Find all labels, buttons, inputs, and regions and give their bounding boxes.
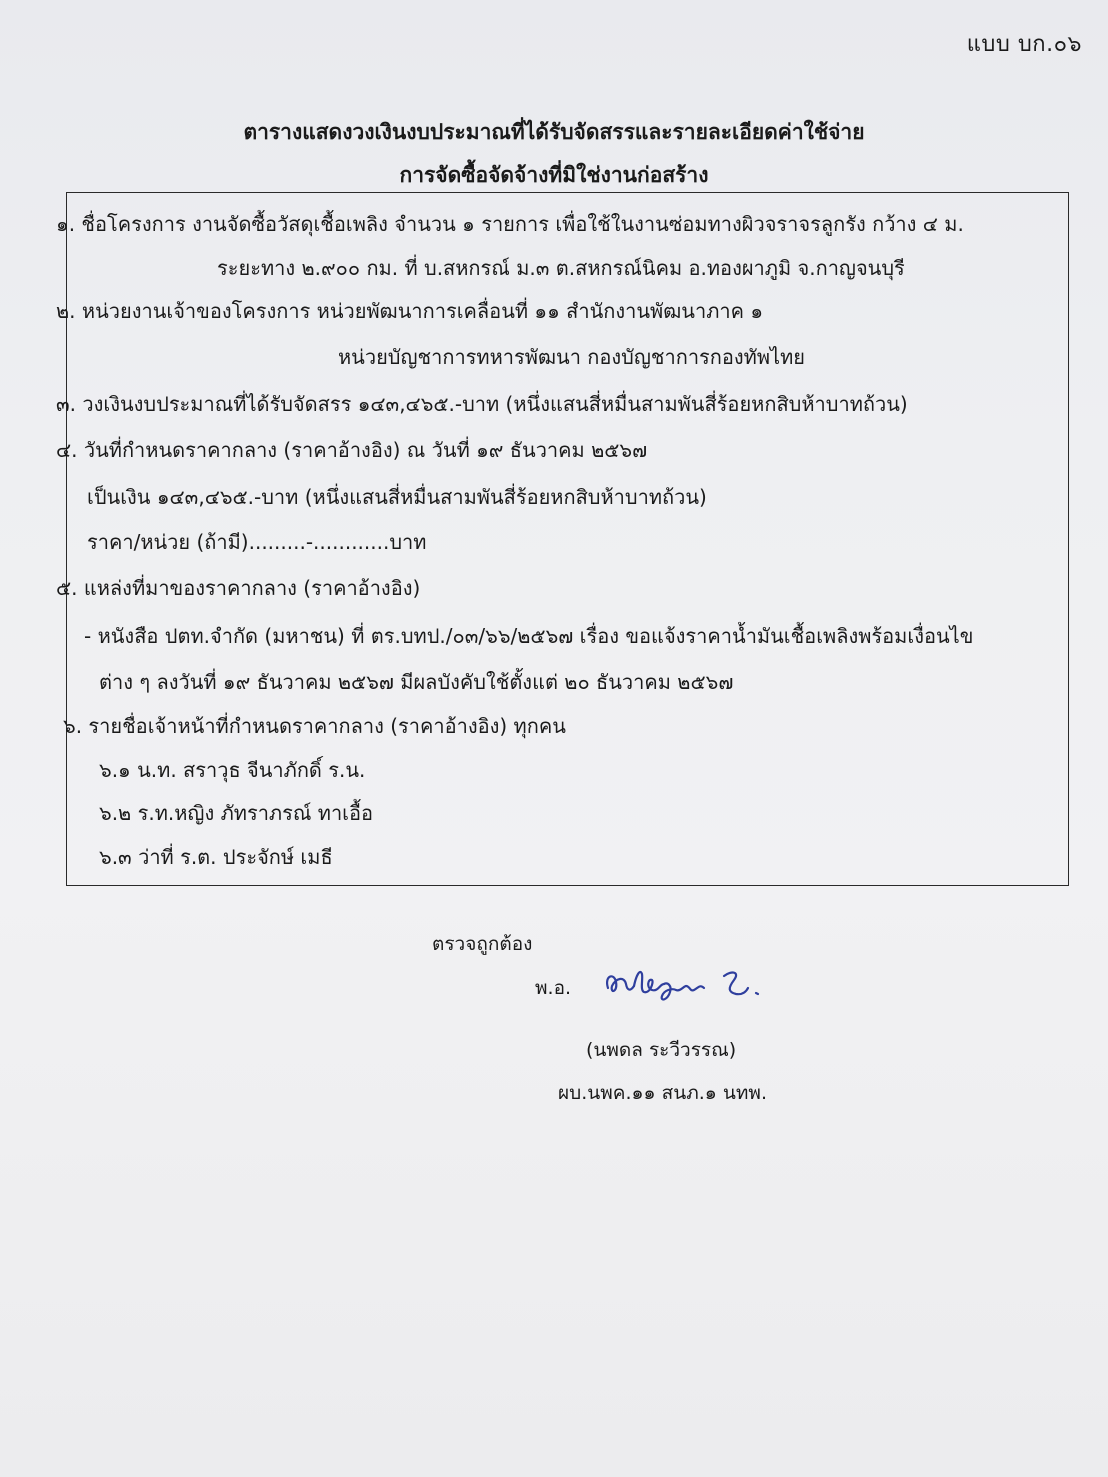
signer-rank: พ.อ. bbox=[535, 977, 572, 999]
item-5-price-source: ๕. แหล่งที่มาของราคากลาง (ราคาอ้างอิง) bbox=[56, 576, 421, 600]
signer-position: ผบ.นพค.๑๑ สนภ.๑ นทพ. bbox=[558, 1082, 767, 1104]
item-3-budget: ๓. วงเงินงบประมาณที่ได้รับจัดสรร ๑๔๓,๔๖๕.-บาท (หนึ่งแสนสี่หมื่นสามพันสี่ร้อยหกสิบห้าบาทถ้วน) bbox=[56, 392, 908, 416]
form-code: แบบ บก.๐๖ bbox=[966, 32, 1082, 57]
item-4-amount: เป็นเงิน ๑๔๓,๔๖๕.-บาท (หนึ่งแสนสี่หมื่นสามพันสี่ร้อยหกสิบห้าบาทถ้วน) bbox=[87, 485, 707, 509]
item-6-officer-1: ๖.๑ น.ท. สราวุธ จีนาภักดิ์ ร.น. bbox=[99, 758, 366, 782]
handwritten-signature bbox=[600, 962, 770, 1008]
item-6-officer-3: ๖.๓ ว่าที่ ร.ต. ประจักษ์ เมธี bbox=[99, 845, 333, 869]
item-4-unit-price: ราคา/หน่วย (ถ้ามี).........-............บาท bbox=[87, 530, 427, 554]
item-4-reference-date: ๔. วันที่กำหนดราคากลาง (ราคาอ้างอิง) ณ วันที่ ๑๙ ธันวาคม ๒๕๖๗ bbox=[56, 438, 648, 462]
document-title-line1: ตารางแสดงวงเงินงบประมาณที่ได้รับจัดสรรและรายละเอียดค่าใช้จ่าย bbox=[243, 120, 865, 144]
item-2-owner-agency: ๒. หน่วยงานเจ้าของโครงการ หน่วยพัฒนาการเคลื่อนที่ ๑๑ สำนักงานพัฒนาภาค ๑ bbox=[56, 299, 764, 323]
item-5-source-letter-cont: ต่าง ๆ ลงวันที่ ๑๙ ธันวาคม ๒๕๖๗ มีผลบังคับใช้ตั้งแต่ ๒๐ ธันวาคม ๒๕๖๗ bbox=[99, 670, 734, 694]
verified-label: ตรวจถูกต้อง bbox=[432, 933, 533, 955]
item-6-officers: ๖. รายชื่อเจ้าหน้าที่กำหนดราคากลาง (ราคาอ้างอิง) ทุกคน bbox=[63, 714, 566, 738]
signer-name: (นพดล ระวีวรรณ) bbox=[586, 1039, 737, 1061]
item-1-project-location: ระยะทาง ๒.๙๐๐ กม. ที่ บ.สหกรณ์ ม.๓ ต.สหกรณ์นิคม อ.ทองผาภูมิ จ.กาญจนบุรี bbox=[217, 256, 905, 280]
item-5-source-letter: - หนังสือ ปตท.จำกัด (มหาชน) ที่ ตร.บทป./๐๓/๖๖/๒๕๖๗ เรื่อง ขอแจ้งราคาน้ำมันเชื้อเพลิงพร้อมเงื่อนไข bbox=[84, 624, 974, 648]
item-2-owner-agency-parent: หน่วยบัญชาการทหารพัฒนา กองบัญชาการกองทัพไทย bbox=[338, 345, 806, 369]
document-title-line2: การจัดซื้อจัดจ้างที่มิใช่งานก่อสร้าง bbox=[399, 163, 709, 187]
item-1-project-name: ๑. ชื่อโครงการ งานจัดซื้อวัสดุเชื้อเพลิง จำนวน ๑ รายการ เพื่อใช้ในงานซ่อมทางผิวจราจรลูกรัง กว้าง ๔ ม. bbox=[56, 212, 964, 236]
item-6-officer-2: ๖.๒ ร.ท.หญิง ภัทราภรณ์ ทาเอื้อ bbox=[99, 801, 374, 825]
